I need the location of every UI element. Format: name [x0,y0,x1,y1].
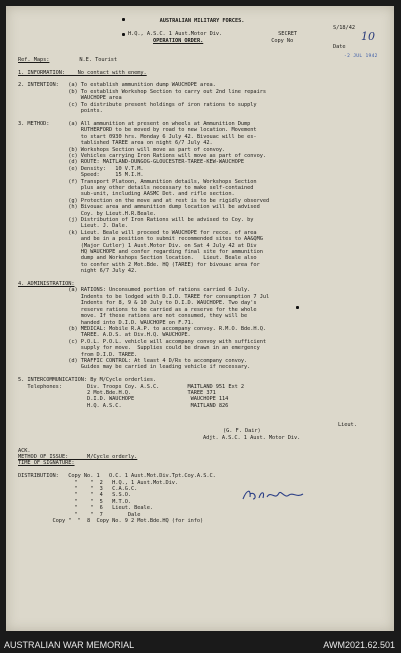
distribution-line: Copy " " 8 Copy No. 9 2 Mot.Bde.HQ (for info) [18,518,204,525]
text-line: RUTHERFORD to be moved by road to new location. Movement [18,127,257,134]
text-line: Speed: 15 M.I.H. [18,172,144,179]
text-line: supply for move. Supplies could be drawn in an emergency [18,345,260,352]
text-line: (d) TRAFFIC CONTROL: At least 4 D/Rs to accompany convoy. [18,357,248,364]
signature-rank: Lieut. [338,422,357,428]
section-method [18,121,386,275]
text-line: TAREE. A.D.S. at Div.H.Q. WAUCHOPE. [18,332,191,339]
text-line: (b) MEDICAL: Mobile R.A.P. to accompany convoy. R.M.O. Bde.H.Q. [18,325,266,332]
text-line: handed into D.I.D. WAUCHOPE on F.71. [18,319,194,326]
text-line: H.Q. A.S.C. MAITLAND 826 [18,402,229,409]
text-line: to start 0930 hrs. Monday 6 July 42. Bivouac will be es- [18,133,257,140]
text-line: night 6/7 July 42. [18,268,138,275]
text-line: 4. ADMINISTRATION: [18,281,75,288]
text-line: (c) To distribute present holdings of iron rations to supply [18,101,257,108]
text-line: reserve rations to be carried as a reserve for the whole [18,306,257,313]
date-line [18,44,386,50]
signature-title-line [18,435,386,441]
text-line: WAUCHOPE area [18,95,122,102]
text-line: (b) Workshops Section will move as part of convoy. [18,146,226,153]
footer-accession-number: AWM2021.62.501 [323,640,395,650]
date-stamp: -2 JUL 1942 [344,54,378,59]
footer-institution: AUSTRALIAN WAR MEMORIAL [4,640,135,650]
text-line: 2. INTENTION: (a) To establish ammunition dump WAUCHOPE area. [18,82,216,89]
section-information: 1. INFORMATION: No contact with enemy. [18,69,147,76]
text-line: (f) Transport Platoon, Ammunition details, Workshops Section [18,178,257,185]
section-administration [18,281,386,371]
text-line: dump and Workshops Section location. Lieut. Beale also [18,255,257,262]
distribution-line: " " 6 Lieut. Beale. [18,505,153,512]
section-intercommunication [18,377,386,409]
section-intention [18,82,386,114]
text-line: (c) P.O.L. P.O.L. vehicle will accompany convoy with sufficient [18,338,266,345]
date-label: Date [333,44,346,51]
text-line: (h) Bivouac area and ammunition dump location will be advised [18,204,260,211]
text-line: HQ WAUCHOPE and confer regarding final site for ammunition [18,249,263,256]
ack-label: ACK. [18,447,31,454]
text-line: points. [18,108,103,115]
text-line: (b) To establish Workshop Section to carry out 2nd line repairs [18,88,266,95]
signature-title: Adjt. A.S.C. 1 Aust. Motor Div. [203,434,301,441]
doc-title: AUSTRALIAN MILITARY FORCES. [159,18,245,25]
text-line: move. If these rations are not consumed, they will be [18,313,248,320]
text-line: plus any other details necessary to make self-contained [18,184,254,191]
ref-code: S/18/42 [333,24,355,31]
text-line: Indents to be lodged with D.I.D. TAREE for consumption 7 Jul [18,293,270,300]
distribution-line: " " 3 C.A.G.C. [18,486,138,493]
text-line: and be in a position to submit recommended sites to AA&QMG [18,236,263,243]
signature-name: (G. F. Dair) [223,428,261,435]
text-line: sub-unit, including AASMC Det. and rifle section. [18,191,235,198]
text-line: (g) Protection on the move and at rest is to be rigidly observed [18,197,270,204]
text-line: Coy. by Lieut.H.R.Beale. [18,210,157,217]
distribution-line: " " 2 H.Q., 1 Aust.Mot.Div. [18,479,179,486]
text-line: Telephones: Div. Troops Coy. A.S.C. MAITLAND 951 Ext 2 [18,383,245,390]
time-of-signature: TIME OF SIGNATURE: [18,460,75,467]
text-line: to confer with 2 Mot.Bde. HQ (TAREE) for bivouac area for [18,261,260,268]
distribution-line: " " 7 Dale [18,511,141,518]
text-line: Lieut. J. Dale. [18,223,128,230]
ref-maps-line [18,57,386,63]
order-heading: OPERATION ORDER. [153,37,204,44]
document-text [18,12,386,525]
text-line: Guides may be carried in leading vehicle if necessary. [18,364,251,371]
doc-subtitle: H.Q., A.S.C. 1 Aust.Motor Div. [128,31,223,38]
ref-maps-value: N.E. Tourist [79,56,118,63]
distribution-line: " " 4 S.S.O. [18,492,132,499]
text-line: (j) Distribution of Iron Rations will be advised to Coy. by [18,217,254,223]
text-line: from D.I.D. TAREE. [18,351,138,358]
text-line: (Major Cutler) 1 Aust.Motor Div. on Sat 4 July 42 at Div [18,242,257,249]
copy-number-handwritten: 10 [361,30,375,43]
text-line: (d) ROUTE: MAITLAND-DUNGOG-GLOUCESTER-TAREE-KEW-WAUCHOPE [18,159,245,166]
text-line: 2 Mot.Bde.H.Q. TAREE 371 [18,389,216,396]
ref-maps-label: Ref. Maps: [18,56,50,63]
distribution-line: DISTRIBUTION: Copy No. 1 O.C. 1 Aust.Mot.Div.Tpt.Coy.A.S.C. [18,473,216,480]
handwritten-signature [241,487,311,503]
text-line: (c) Vehicles carrying Iron Rations will move as part of convoy. [18,152,266,159]
text-line: Indents for 8, 9 & 10 July to D.I.D. WAUCHOPE. Two day's [18,300,257,307]
text-line: 5. INTERCOMMUNICATION: By M/Cycle orderlies. [18,377,157,384]
text-line: (k) Lieut. Beale will proceed to WAUCHOPE for recce. of area [18,229,257,236]
copy-label: Copy No [271,37,294,44]
text-line: 3. METHOD: (a) All ammunition at present on wheels at Ammunition Dump [18,120,251,127]
text-line: (e) Density: 10 V.T.M. [18,165,144,172]
security-classification: SECRET [278,31,298,38]
method-of-issue: METHOD OF ISSUE: M/Cycle orderly. [18,454,138,461]
archive-footer [0,637,401,653]
text-line: (a) RATIONS: Unconsumed portion of rations carried 6 July. [18,287,251,294]
distribution-list [18,473,386,524]
document-page [6,6,394,631]
distribution-line: " " 5 M.T.O. [18,498,132,505]
text-line: D.I.D. WAUCHOPE WAUCHOPE 114 [18,396,229,403]
text-line: tablished TAREE area on night 6/7 July 42. [18,140,213,147]
